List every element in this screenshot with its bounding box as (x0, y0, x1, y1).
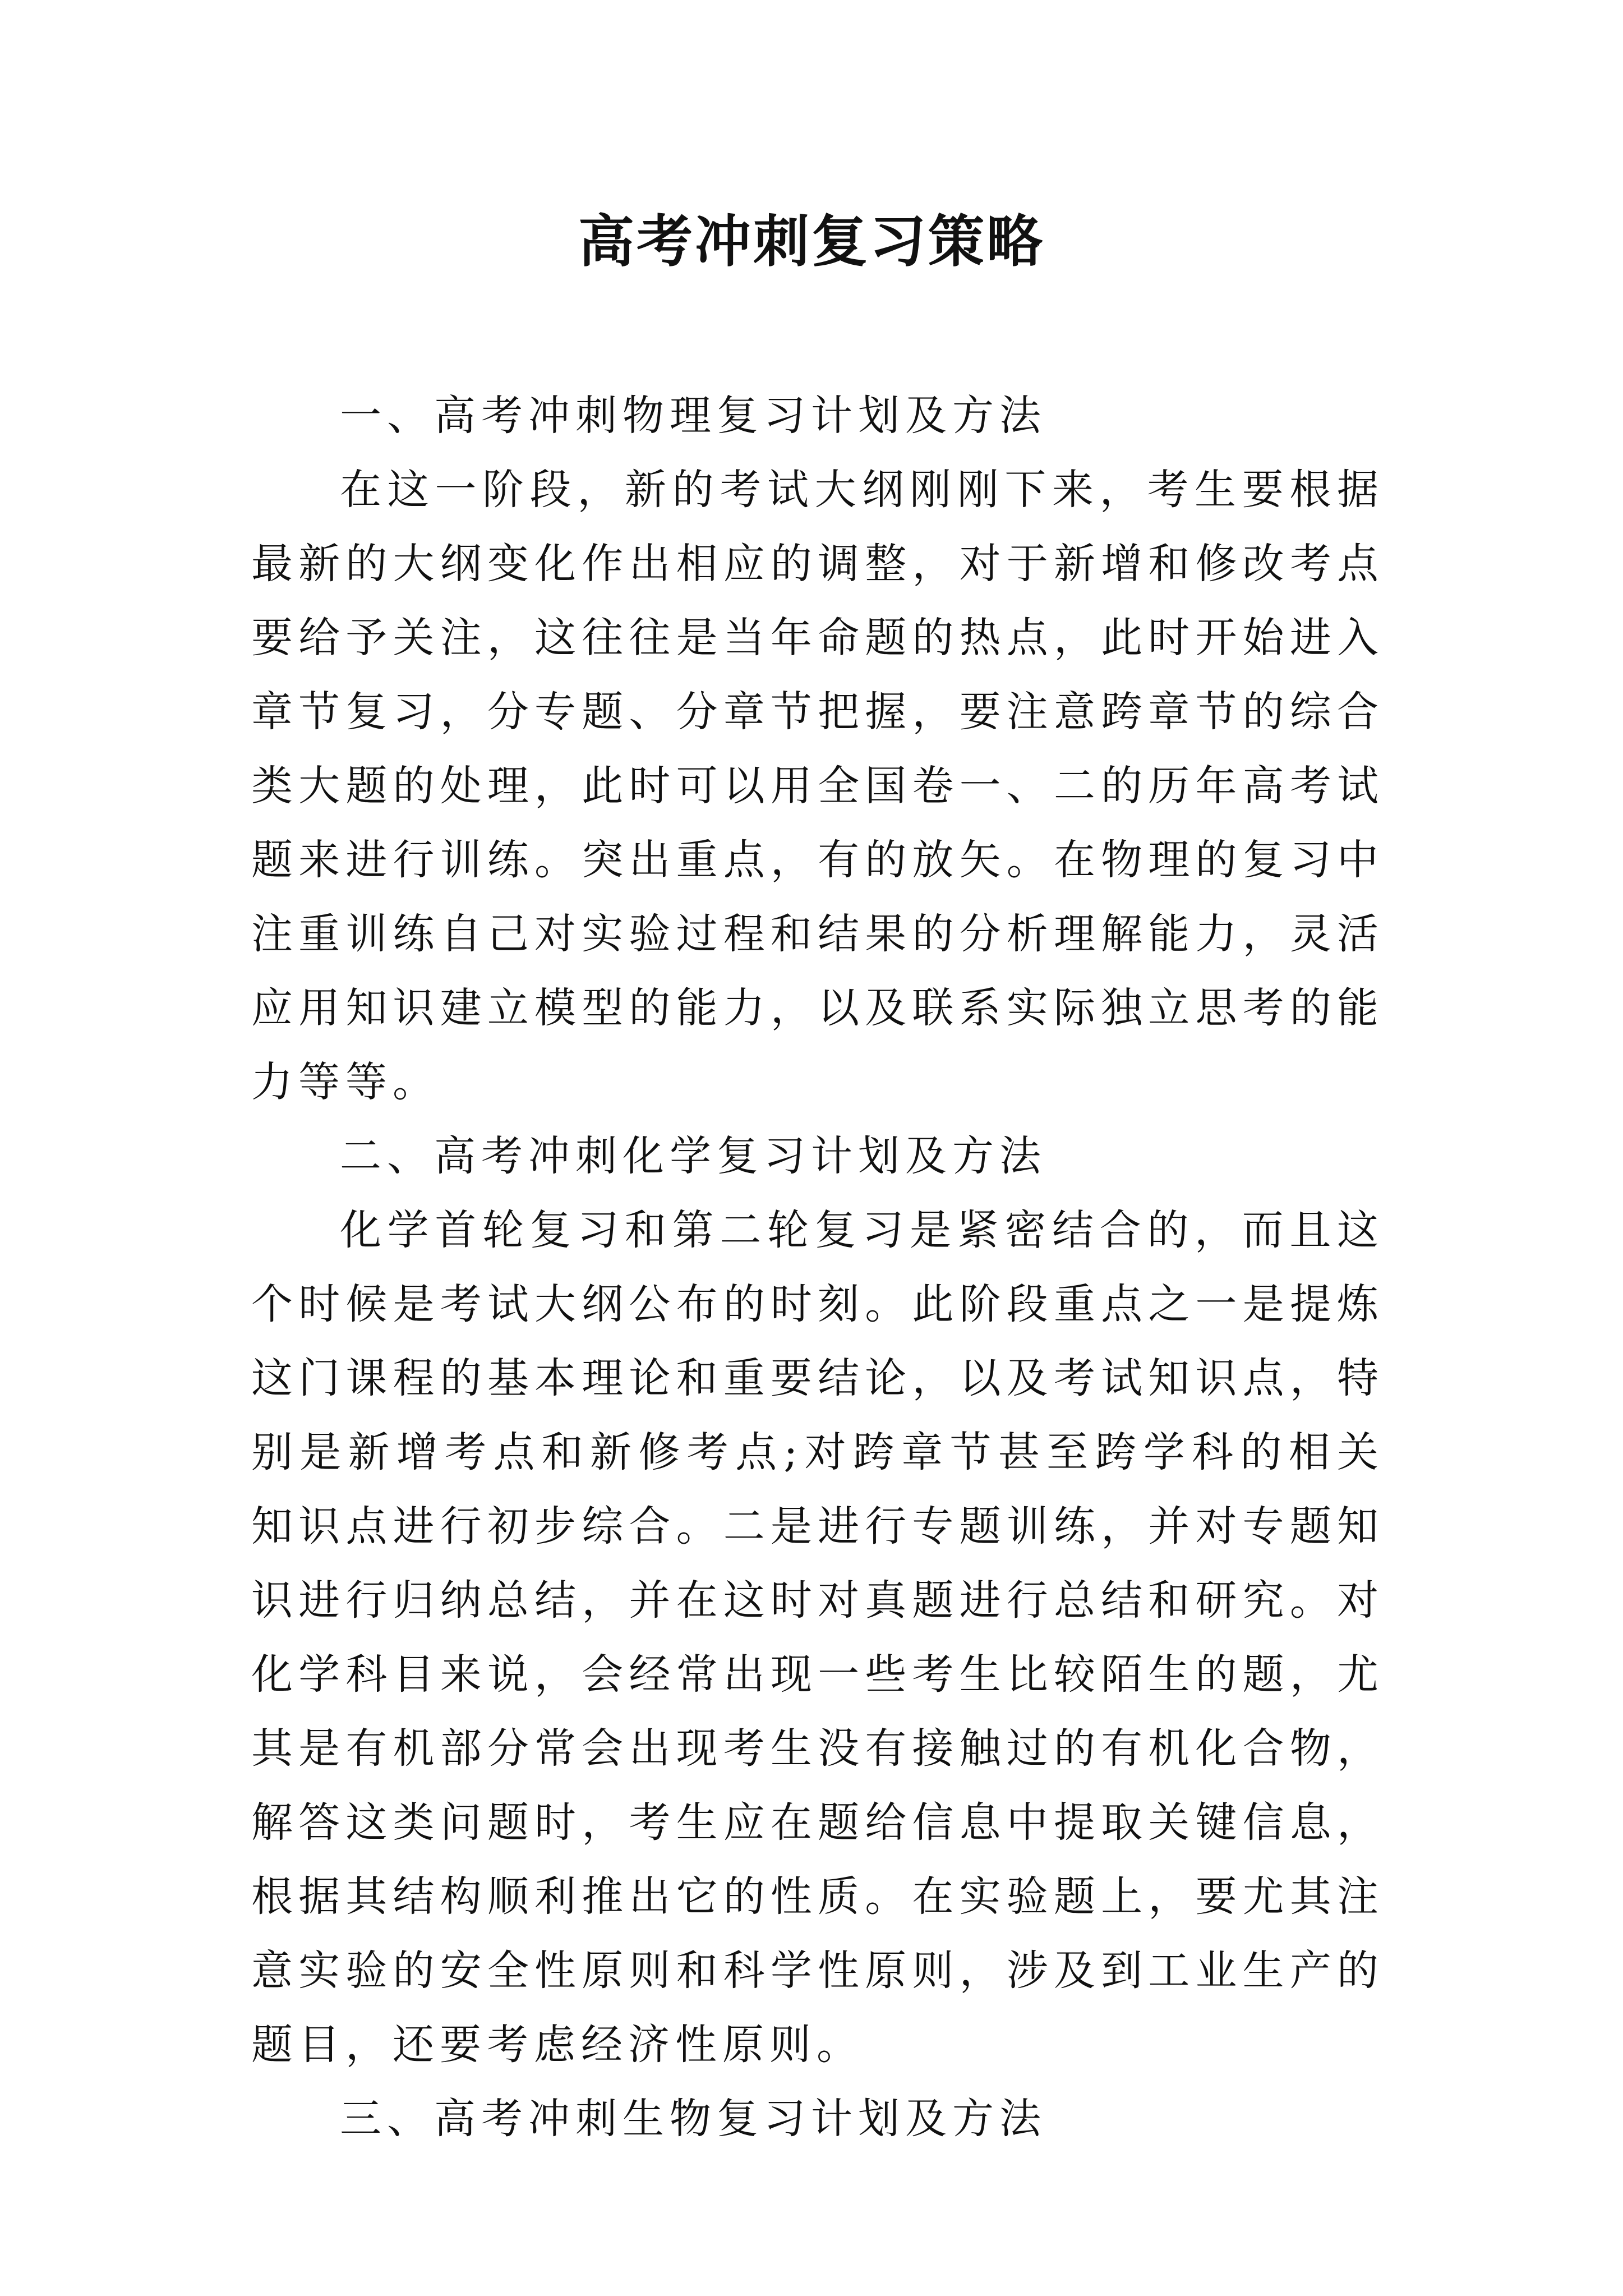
document-body (251, 379, 1384, 2156)
section-heading-physics: 一、高考冲刺物理复习计划及方法 (340, 392, 1046, 440)
section-heading-chemistry: 二、高考冲刺化学复习计划及方法 (340, 1132, 1046, 1180)
section-paragraph-physics: 在这一阶段，新的考试大纲刚刚下来，考生要根据最新的大纲变化作出相应的调整，对于新增和修改考点要给予关注，这往往是当年命题的热点，此时开始进入章节复习，分专题、分章节把握，要注意跨章节的综合类大题的处理，此时可以用全国卷一、二的历年高考试题来进行训练。突出重点，有的放矢。在物理的复习中注重训练自己对实验过程和结果的分析理解能力，灵活应用知识建立模型的能力，以及联系实际独立思考的能力等等。 (251, 466, 1384, 1106)
section-heading-biology: 三、高考冲刺生物复习计划及方法 (340, 2095, 1046, 2143)
document-title: 高考冲刺复习策略 (578, 208, 1045, 274)
section-paragraph-chemistry: 化学首轮复习和第二轮复习是紧密结合的，而且这个时候是考试大纲公布的时刻。此阶段重点之一是提炼这门课程的基本理论和重要结论，以及考试知识点，特别是新增考点和新修考点;对跨章节甚至跨学科的相关知识点进行初步综合。二是进行专题训练，并对专题知识进行归纳总结，并在这时对真题进行总结和研究。对化学科目来说，会经常出现一些考生比较陌生的题，尤其是有机部分常会出现考生没有接触过的有机化合物，解答这类问题时，考生应在题给信息中提取关键信息，根据其结构顺利推出它的性质。在实验题上，要尤其注意实验的安全性原则和科学性原则，涉及到工业生产的题目，还要考虑经济性原则。 (251, 1206, 1384, 2069)
